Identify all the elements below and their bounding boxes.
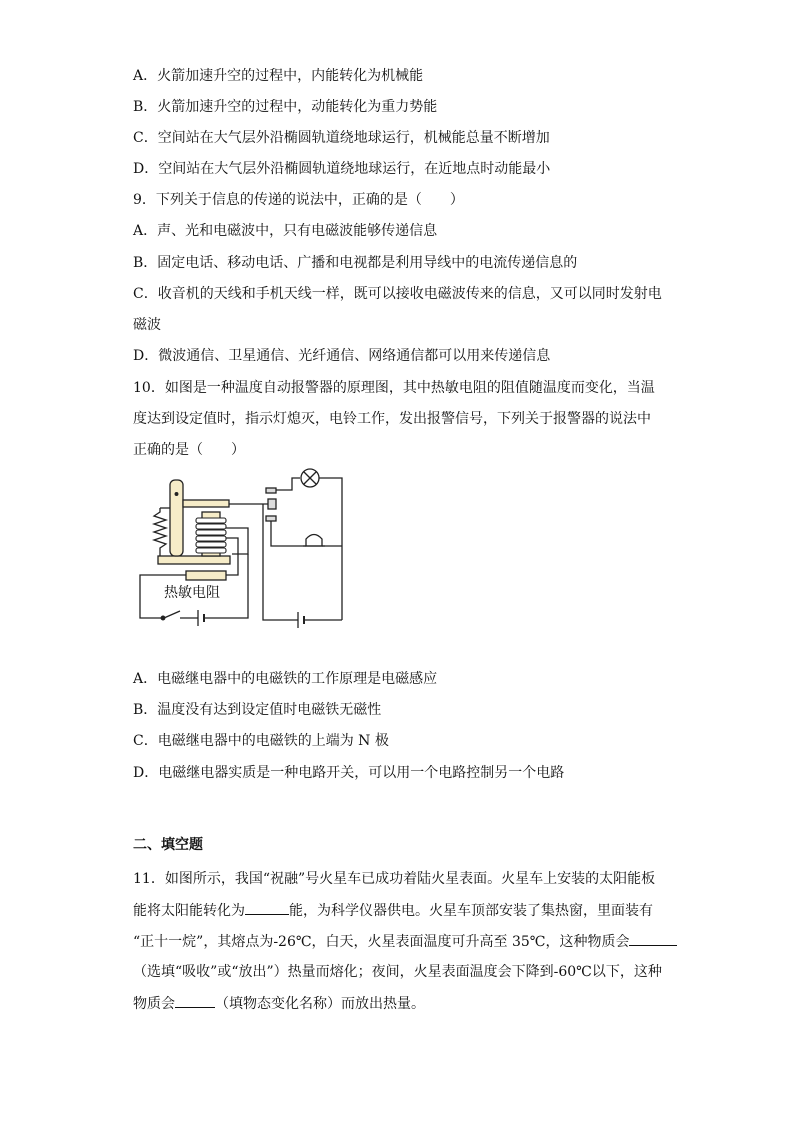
q9-option-c-line1: C．收音机的天线和手机天线一样，既可以接收电磁波传来的信息，又可以同时发射电 — [133, 286, 662, 302]
q10-option-c: C．电磁继电器中的电磁铁的上端为 N 极 — [133, 733, 389, 749]
answer-blank-1[interactable] — [245, 900, 289, 915]
q11-line5-end: （填物态变化名称）而放出热量。 — [215, 996, 425, 1012]
q10-stem-line3: 正确的是（ ） — [133, 442, 245, 458]
q11-line5 — [133, 993, 425, 1014]
lamp-wire-right — [319, 478, 342, 620]
q8-option-a: A．火箭加速升空的过程中，内能转化为机械能 — [133, 68, 424, 84]
q9-stem: 9．下列关于信息的传递的说法中，正确的是（ ） — [133, 192, 464, 208]
temperature-alarm-circuit-figure — [130, 468, 360, 628]
electromagnet-coil — [196, 518, 226, 553]
q11-line2-start: 能将太阳能转化为 — [133, 903, 245, 919]
q10-stem-line2: 度达到设定值时，指示灯熄灭，电铃工作，发出报警信号，下列关于报警器的说法中 — [133, 411, 651, 427]
q9-option-c-line2: 磁波 — [133, 317, 161, 333]
q9-option-d: D．微波通信、卫星通信、光纤通信、网络通信都可以用来传递信息 — [133, 348, 551, 364]
lower-contact — [266, 516, 276, 521]
q8-option-d: D．空间站在大气层外沿椭圆轨道绕地球运行，在近地点时动能最小 — [133, 161, 551, 177]
q8-option-c: C．空间站在大气层外沿椭圆轨道绕地球运行，机械能总量不断增加 — [133, 130, 550, 146]
q11-line5-start: 物质会 — [133, 996, 175, 1012]
q11-line3 — [133, 931, 677, 952]
answer-blank-2[interactable] — [629, 931, 677, 946]
lamp-wire-left — [276, 478, 300, 490]
q10-option-d: D．电磁继电器实质是一种电路开关，可以用一个电路控制另一个电路 — [133, 765, 565, 781]
bell-wire-left — [271, 521, 306, 546]
q11-line3-text: “正十一烷”，其熔点为-26℃，白天，火星表面温度可升高至 35℃，这种物质会 — [133, 934, 630, 950]
coil-lead-inner — [226, 538, 238, 546]
relay-base — [158, 556, 230, 564]
upper-contact — [266, 488, 276, 493]
armature-post — [170, 480, 183, 556]
q10-option-a: A．电磁继电器中的电磁铁的工作原理是电磁感应 — [133, 671, 438, 687]
thermistor — [186, 571, 226, 580]
q11-line4: （选填“吸收”或“放出”）热量而熔化；夜间，火星表面温度会下降到-60℃以下，这种 — [133, 964, 662, 980]
q11-line1: 11．如图所示，我国“祝融”号火星车已成功着陆火星表面。火星车上安装的太阳能板 — [133, 871, 656, 887]
armature-bar — [183, 500, 229, 507]
electric-bell-icon — [306, 535, 322, 547]
section-heading-fill-in: 二、填空题 — [133, 837, 203, 853]
moving-contact — [268, 499, 276, 509]
q10-stem-line1: 10．如图是一种温度自动报警器的原理图，其中热敏电阻的阻值随温度而变化，当温 — [133, 380, 655, 396]
coil-lead-right — [226, 528, 248, 554]
q10-option-b: B．温度没有达到设定值时电磁铁无磁性 — [133, 702, 382, 718]
q9-option-a: A．声、光和电磁波中，只有电磁波能够传递信息 — [133, 223, 438, 239]
q8-option-b: B．火箭加速升空的过程中，动能转化为重力势能 — [133, 99, 438, 115]
switch-blade-icon — [164, 611, 180, 618]
thermistor-label: 热敏电阻 — [164, 585, 220, 601]
q11-line2 — [133, 900, 653, 921]
q9-option-b: B．固定电话、移动电话、广播和电视都是利用导线中的电流传递信息的 — [133, 255, 578, 271]
q11-line2-end: 能，为科学仪器供电。火星车顶部安装了集热窗，里面装有 — [289, 903, 653, 919]
answer-blank-3[interactable] — [175, 993, 215, 1008]
spring-icon — [154, 508, 166, 556]
pivot-icon — [175, 493, 178, 496]
